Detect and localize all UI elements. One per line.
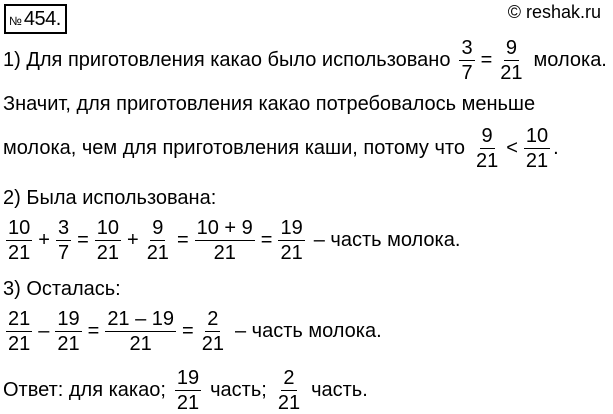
numerator: 9 <box>481 125 493 147</box>
denominator: 21 <box>146 242 169 264</box>
numerator: 21 – 19 <box>107 308 175 330</box>
equals-sign: = <box>87 320 100 342</box>
step-3-text: 3) Осталась: <box>3 278 121 300</box>
answer-line <box>3 368 368 413</box>
fraction <box>105 309 176 354</box>
numerator: 10 + 9 <box>196 217 253 239</box>
equals-sign: = <box>260 229 273 251</box>
conclusion-text: Значит, для приготовления какао потребовалось меньше <box>3 93 536 115</box>
answer-part-2: часть. <box>311 379 368 401</box>
step-1-line <box>3 38 607 83</box>
fraction <box>195 218 255 263</box>
equals-sign: = <box>480 49 493 71</box>
denominator: 7 <box>57 242 70 264</box>
denominator: 21 <box>525 150 549 172</box>
minus-sign: – <box>38 320 50 342</box>
numerator: 19 <box>57 308 80 330</box>
fraction-3-7 <box>459 38 474 83</box>
step-3-equation <box>3 309 382 354</box>
numerator: 21 <box>8 308 31 330</box>
fraction <box>55 309 81 354</box>
numerator: 2 <box>207 308 219 330</box>
equals-sign: = <box>176 229 189 251</box>
numerator: 10 <box>525 125 549 147</box>
step-1-text: 1) Для приготовления какао было использовано <box>3 49 451 71</box>
step-2-line <box>3 187 216 210</box>
conclusion-line-1 <box>3 93 535 116</box>
number-sign: № <box>9 14 22 28</box>
fraction-result <box>200 309 226 354</box>
numerator: 10 <box>96 217 119 239</box>
denominator: 21 <box>213 242 236 264</box>
denominator: 21 <box>280 242 303 264</box>
fraction <box>6 309 32 354</box>
denominator: 21 <box>176 392 200 414</box>
conclusion-text-2: молока, чем для приготовления каши, потому что <box>3 137 465 159</box>
denominator: 7 <box>461 62 473 84</box>
numerator: 19 <box>176 367 200 389</box>
numerator: 3 <box>461 37 473 59</box>
less-than-sign: < <box>506 137 518 159</box>
denominator: 21 <box>8 242 31 264</box>
fraction-19-21 <box>175 368 201 413</box>
numerator: 19 <box>280 217 303 239</box>
numerator: 9 <box>152 217 164 239</box>
numerator: 9 <box>505 37 517 59</box>
answer-text: Ответ: для какао; <box>3 379 166 401</box>
numerator: 10 <box>8 217 31 239</box>
plus-sign: + <box>127 229 139 251</box>
step-3-line <box>3 278 121 301</box>
answer-part-1: часть; <box>210 379 267 401</box>
step-2-equation <box>3 218 460 263</box>
step-1-tail: молока. <box>533 49 607 71</box>
plus-sign: + <box>38 229 50 251</box>
fraction <box>6 218 32 263</box>
fraction-2-21 <box>276 368 302 413</box>
fraction-result <box>278 218 304 263</box>
equals-sign: = <box>77 229 89 251</box>
numerator: 3 <box>57 217 70 239</box>
denominator: 21 <box>8 333 31 355</box>
denominator: 21 <box>57 333 80 355</box>
fraction <box>95 218 121 263</box>
numerator: 2 <box>283 367 295 389</box>
problem-number: 454. <box>23 8 61 30</box>
period: . <box>553 137 559 159</box>
fraction <box>145 218 171 263</box>
denominator: 21 <box>277 392 301 414</box>
equals-sign: = <box>182 320 194 342</box>
step-3-tail: – часть молока. <box>234 320 382 342</box>
fraction-9-21-compare <box>474 126 500 171</box>
denominator: 21 <box>96 242 119 264</box>
denominator: 21 <box>500 62 523 84</box>
site-watermark: © reshak.ru <box>507 2 601 22</box>
denominator: 21 <box>129 333 152 355</box>
denominator: 21 <box>201 333 224 355</box>
fraction-9-21 <box>498 38 524 83</box>
step-2-tail: – часть молока. <box>313 229 461 251</box>
fraction <box>56 218 71 263</box>
conclusion-line-2 <box>3 126 559 171</box>
fraction-10-21 <box>524 126 550 171</box>
denominator: 21 <box>475 150 499 172</box>
step-2-text: 2) Была использована: <box>3 187 217 209</box>
problem-number-badge <box>4 4 67 34</box>
